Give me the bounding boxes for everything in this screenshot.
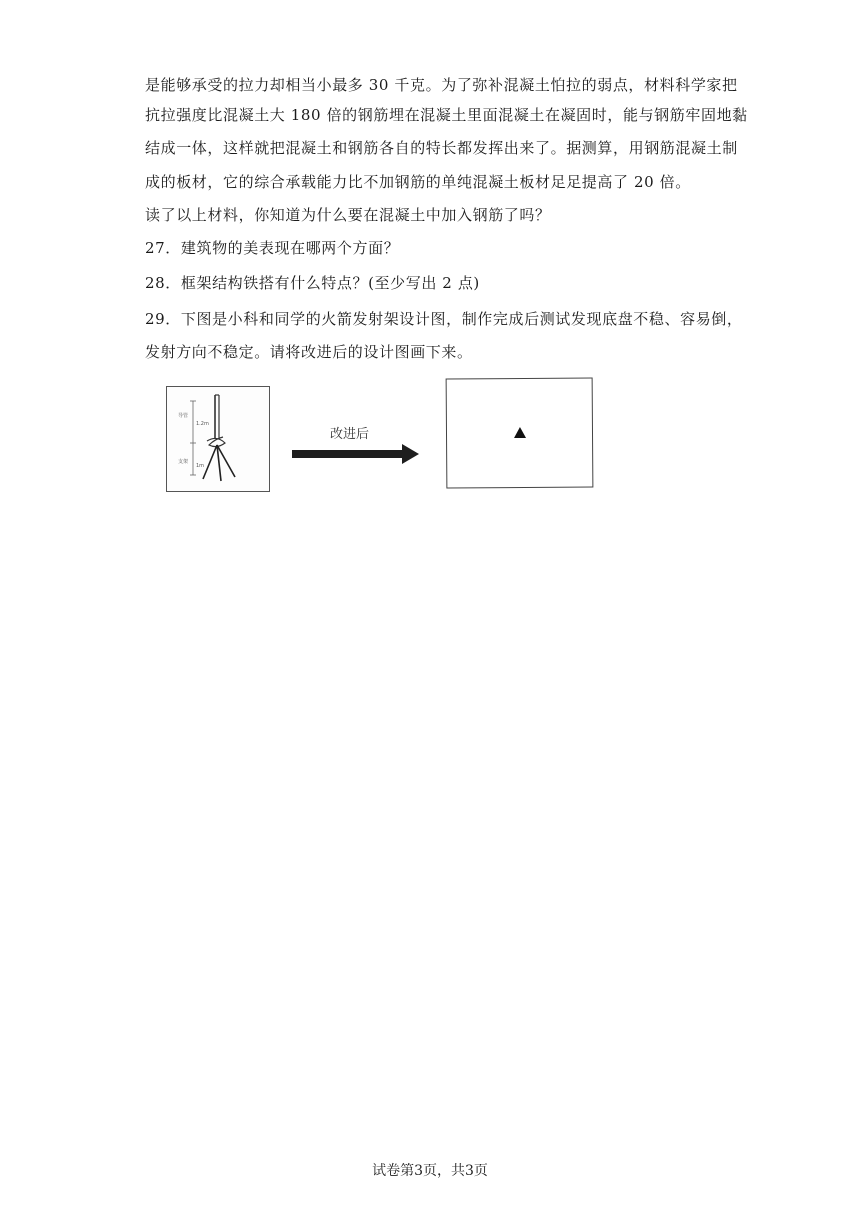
page-footer: 试卷第3页，共3页: [372, 1163, 488, 1179]
text-line-1: 是能够承受的拉力却相当小最多 30 千克。为了弥补混凝土怕拉的弱点，材料科学家把: [145, 76, 738, 94]
original-launcher-sketch: [166, 386, 270, 492]
question-29-line-1: 29．下图是小科和同学的火箭发射架设计图，制作完成后测试发现底盘不稳、容易倒，: [145, 310, 743, 328]
upper-vertical-label: 导管: [178, 413, 189, 419]
upper-measure-label: 1.2m: [196, 421, 209, 427]
question-29-line-2: 发射方向不稳定。请将改进后的设计图画下来。: [145, 343, 473, 361]
improvement-arrow-label: 改进后: [330, 427, 370, 442]
rocket-launcher-figure: [160, 375, 610, 500]
text-line-3: 结成一体，这样就把混凝土和钢筋各自的特长都发挥出来了。据测算，用钢筋混凝土制: [145, 139, 738, 157]
right-arrow-icon: [292, 443, 420, 465]
reading-question: 读了以上材料，你知道为什么要在混凝土中加入钢筋了吗？: [145, 206, 551, 224]
triangle-icon: [514, 427, 526, 438]
improvement-arrow: [292, 423, 420, 467]
launcher-tripod-drawing: [167, 387, 268, 490]
text-line-2: 抗拉强度比混凝土大 180 倍的钢筋埋在混凝土里面混凝土在凝固时，能与钢筋牢固地黏: [145, 106, 748, 124]
lower-measure-label: 1m: [196, 463, 205, 469]
question-27: 27．建筑物的美表现在哪两个方面？: [145, 239, 400, 257]
question-28: 28．框架结构铁搭有什么特点？(至少写出 2 点): [145, 274, 480, 292]
text-line-4: 成的板材，它的综合承载能力比不加钢筋的单纯混凝土板材足足提高了 20 倍。: [145, 173, 691, 191]
improved-design-drawing-box: [446, 377, 594, 488]
lower-vertical-label: 支架: [178, 459, 189, 465]
